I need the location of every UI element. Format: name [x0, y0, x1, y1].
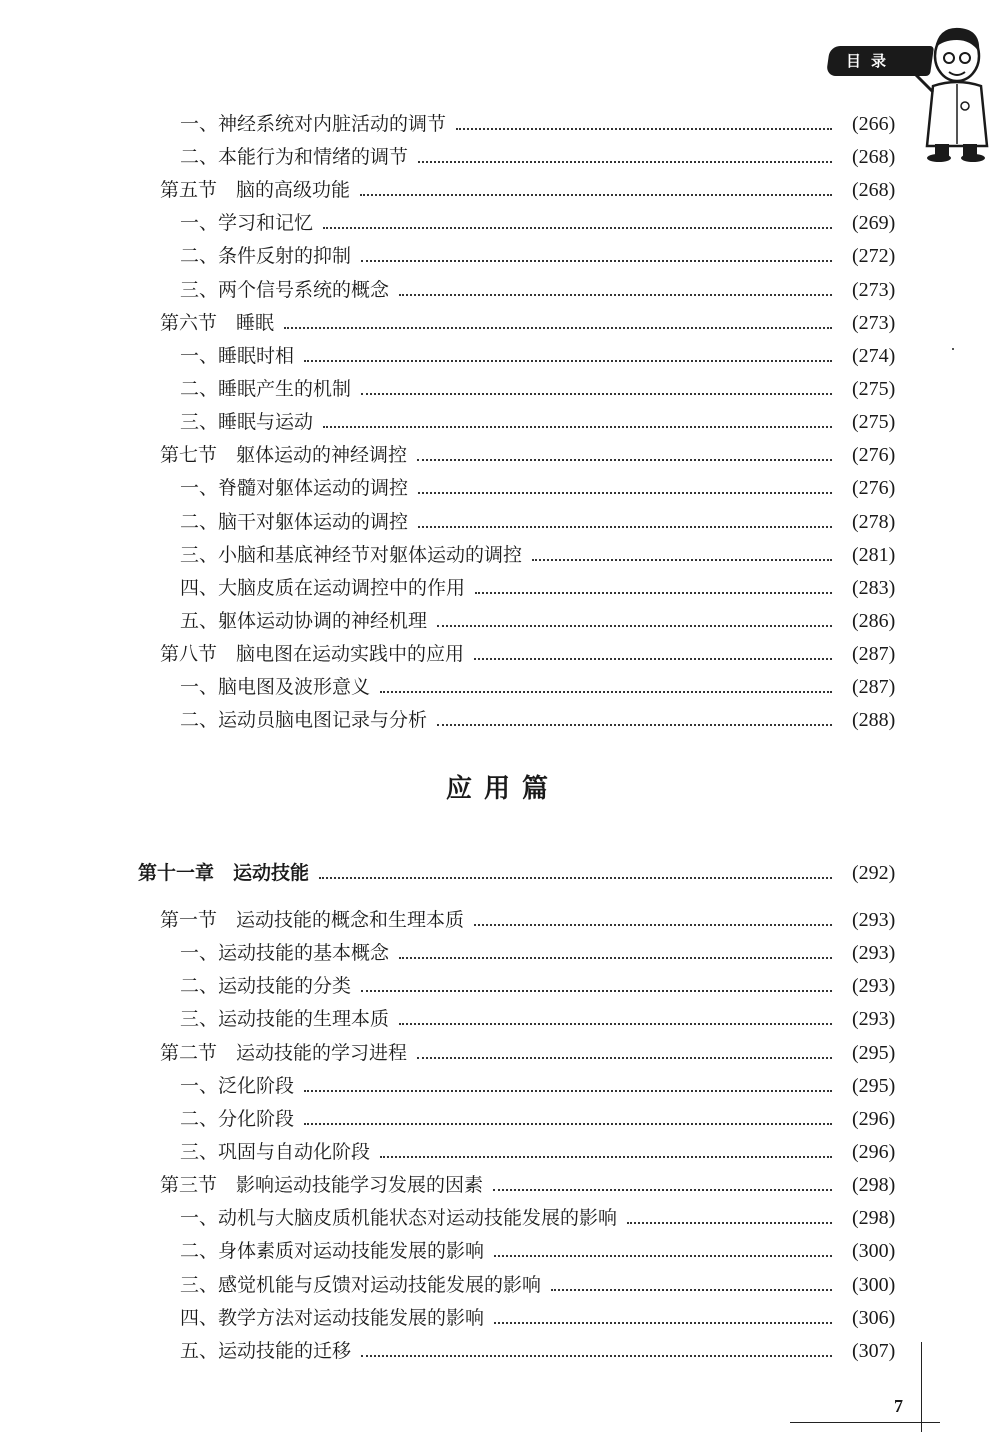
toc-page-number: (300)	[852, 1274, 896, 1296]
toc-item-row[interactable]	[0, 341, 1006, 371]
toc-dot-leader	[493, 1189, 832, 1191]
toc-page-number: (287)	[852, 676, 896, 698]
toc-label: 第十一章 运动技能	[138, 862, 310, 884]
toc-section-row[interactable]	[0, 1038, 1006, 1068]
toc-item-row[interactable]	[0, 208, 1006, 238]
toc-page-number: (295)	[852, 1042, 896, 1064]
toc-label: 第一节 运动技能的概念和生理本质	[160, 909, 465, 931]
toc-label: 第三节 影响运动技能学习发展的因素	[160, 1174, 484, 1196]
toc-page-number: (272)	[852, 245, 896, 267]
toc-item-row[interactable]	[0, 1004, 1006, 1034]
toc-label: 一、动机与大脑皮质机能状态对运动技能发展的影响	[180, 1207, 618, 1229]
scan-speck	[952, 348, 954, 350]
toc-label: 三、小脑和基底神经节对躯体运动的调控	[180, 544, 523, 566]
toc-label: 一、学习和记忆	[180, 212, 314, 234]
toc-dot-leader	[304, 360, 832, 362]
toc-page-number: (286)	[852, 610, 896, 632]
toc-item-row[interactable]	[0, 1203, 1006, 1233]
toc-dot-leader	[474, 924, 832, 926]
toc-item-row[interactable]	[0, 672, 1006, 702]
toc-item-row[interactable]	[0, 109, 1006, 139]
toc-label: 三、运动技能的生理本质	[180, 1008, 390, 1030]
toc-label: 一、泛化阶段	[180, 1075, 295, 1097]
toc-page-number: (293)	[852, 942, 896, 964]
toc-section-row[interactable]	[0, 308, 1006, 338]
toc-dot-leader	[474, 658, 832, 660]
toc-label: 二、脑干对躯体运动的调控	[180, 511, 409, 533]
toc-page-number: (293)	[852, 909, 896, 931]
toc-page-number: (287)	[852, 643, 896, 665]
toc-label: 二、条件反射的抑制	[180, 245, 352, 267]
footer-rule	[790, 1422, 940, 1423]
toc-dot-leader	[418, 492, 832, 494]
toc-item-row[interactable]	[0, 1236, 1006, 1266]
toc-section-row[interactable]	[0, 905, 1006, 935]
toc-dot-leader	[361, 1355, 832, 1357]
toc-item-row[interactable]	[0, 407, 1006, 437]
toc-page-number: (276)	[852, 477, 896, 499]
toc-dot-leader	[418, 161, 832, 163]
toc-label: 三、巩固与自动化阶段	[180, 1141, 371, 1163]
toc-page-number: (278)	[852, 511, 896, 533]
toc-page-number: (300)	[852, 1240, 896, 1262]
toc-label: 第六节 睡眠	[160, 312, 275, 334]
toc-dot-leader	[456, 128, 832, 130]
header-badge-label: 目录	[846, 52, 897, 70]
toc-page-number: (296)	[852, 1141, 896, 1163]
toc-section-row[interactable]	[0, 175, 1006, 205]
toc-item-row[interactable]	[0, 971, 1006, 1001]
toc-item-row[interactable]	[0, 1104, 1006, 1134]
toc-dot-leader	[399, 957, 832, 959]
toc-label: 四、大脑皮质在运动调控中的作用	[180, 577, 466, 599]
toc-page-number: (281)	[852, 544, 896, 566]
toc-item-row[interactable]	[0, 142, 1006, 172]
toc-dot-leader	[399, 294, 832, 296]
toc-label: 二、本能行为和情绪的调节	[180, 146, 409, 168]
toc-label: 第二节 运动技能的学习进程	[160, 1042, 408, 1064]
toc-page-number: (273)	[852, 279, 896, 301]
toc-item-row[interactable]	[0, 573, 1006, 603]
toc-page-number: (288)	[852, 709, 896, 731]
toc-label: 一、脊髓对躯体运动的调控	[180, 477, 409, 499]
toc-label: 一、神经系统对内脏活动的调节	[180, 113, 447, 135]
page-number: 7	[894, 1396, 903, 1416]
toc-dot-leader	[323, 426, 832, 428]
toc-label: 三、感觉机能与反馈对运动技能发展的影响	[180, 1274, 542, 1296]
toc-item-row[interactable]	[0, 374, 1006, 404]
toc-label: 二、身体素质对运动技能发展的影响	[180, 1240, 485, 1262]
toc-item-row[interactable]	[0, 1336, 1006, 1366]
toc-dot-leader	[304, 1090, 832, 1092]
toc-label: 三、睡眠与运动	[180, 411, 314, 433]
toc-dot-leader	[360, 194, 832, 196]
toc-item-row[interactable]	[0, 241, 1006, 271]
toc-dot-leader	[494, 1322, 832, 1324]
toc-section-row[interactable]	[0, 1170, 1006, 1200]
toc-page-number: (296)	[852, 1108, 896, 1130]
part-title: 应用篇	[445, 774, 560, 804]
toc-label: 第七节 躯体运动的神经调控	[160, 444, 408, 466]
toc-page-number: (276)	[852, 444, 896, 466]
toc-page-number: (307)	[852, 1340, 896, 1362]
toc-dot-leader	[418, 526, 832, 528]
toc-page-number: (293)	[852, 1008, 896, 1030]
toc-item-row[interactable]	[0, 938, 1006, 968]
toc-dot-leader	[417, 459, 832, 461]
toc-page-number: (283)	[852, 577, 896, 599]
toc-label: 一、脑电图及波形意义	[180, 676, 371, 698]
toc-page-number: (269)	[852, 212, 896, 234]
toc-dot-leader	[627, 1222, 832, 1224]
toc-item-row[interactable]	[0, 1270, 1006, 1300]
toc-dot-leader	[319, 877, 832, 879]
toc-dot-leader	[437, 724, 832, 726]
toc-page-number: (273)	[852, 312, 896, 334]
toc-page-number: (298)	[852, 1174, 896, 1196]
toc-dot-leader	[475, 592, 832, 594]
toc-page-number: (298)	[852, 1207, 896, 1229]
toc-section-row[interactable]	[0, 440, 1006, 470]
toc-label: 五、运动技能的迁移	[180, 1340, 352, 1362]
toc-item-row[interactable]	[0, 606, 1006, 636]
toc-label: 三、两个信号系统的概念	[180, 279, 390, 301]
toc-label: 一、睡眠时相	[180, 345, 295, 367]
toc-page-number: (275)	[852, 378, 896, 400]
toc-page-number: (274)	[852, 345, 896, 367]
toc-dot-leader	[323, 227, 832, 229]
toc-dot-leader	[437, 625, 832, 627]
toc-dot-leader	[399, 1023, 832, 1025]
toc-page-number: (293)	[852, 975, 896, 997]
toc-label: 二、睡眠产生的机制	[180, 378, 352, 400]
toc-dot-leader	[380, 1156, 832, 1158]
toc-label: 一、运动技能的基本概念	[180, 942, 390, 964]
toc-dot-leader	[361, 260, 832, 262]
toc-dot-leader	[380, 691, 832, 693]
toc-dot-leader	[494, 1255, 832, 1257]
toc-dot-leader	[551, 1289, 832, 1291]
toc-page-number: (306)	[852, 1307, 896, 1329]
toc-dot-leader	[532, 559, 832, 561]
toc-label: 五、躯体运动协调的神经机理	[180, 610, 428, 632]
toc-dot-leader	[361, 393, 832, 395]
toc-label: 四、教学方法对运动技能发展的影响	[180, 1307, 485, 1329]
toc-page-number: (266)	[852, 113, 896, 135]
toc-label: 二、运动技能的分类	[180, 975, 352, 997]
toc-label: 第五节 脑的高级功能	[160, 179, 351, 201]
toc-item-row[interactable]	[0, 507, 1006, 537]
toc-page-number: (268)	[852, 179, 896, 201]
toc-item-row[interactable]	[0, 540, 1006, 570]
toc-page-number: (295)	[852, 1075, 896, 1097]
toc-item-row[interactable]	[0, 705, 1006, 735]
toc-item-row[interactable]	[0, 1137, 1006, 1167]
toc-item-row[interactable]	[0, 1303, 1006, 1333]
toc-dot-leader	[417, 1057, 832, 1059]
toc-dot-leader	[361, 990, 832, 992]
toc-item-row[interactable]	[0, 473, 1006, 503]
toc-dot-leader	[304, 1123, 832, 1125]
toc-label: 第八节 脑电图在运动实践中的应用	[160, 643, 465, 665]
toc-label: 二、运动员脑电图记录与分析	[180, 709, 428, 731]
toc-chapter-row[interactable]	[0, 858, 1006, 888]
toc-dot-leader	[284, 327, 832, 329]
footer-vertical-rule	[921, 1342, 922, 1432]
toc-item-row[interactable]	[0, 275, 1006, 305]
toc-section-row[interactable]	[0, 639, 1006, 669]
toc-page-number: (292)	[852, 862, 896, 884]
toc-label: 二、分化阶段	[180, 1108, 295, 1130]
toc-item-row[interactable]	[0, 1071, 1006, 1101]
toc-page-number: (268)	[852, 146, 896, 168]
toc-page-number: (275)	[852, 411, 896, 433]
